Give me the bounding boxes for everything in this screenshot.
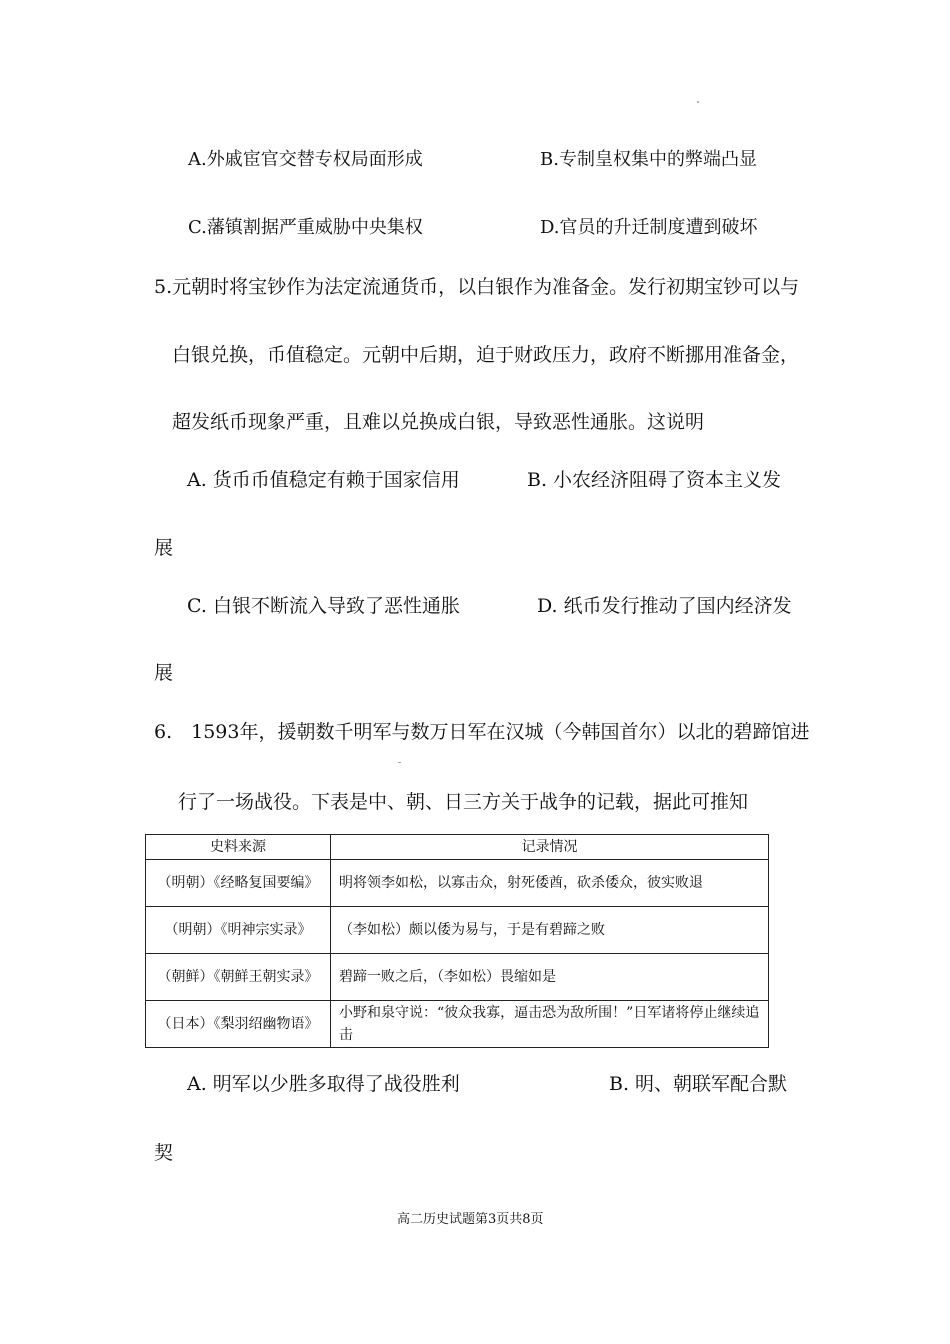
q4-option-d: D.官员的升迁制度遭到破坏 [540,217,758,238]
q5-option-c: C. 白银不断流入导致了恶性通胀 [187,595,460,617]
q5-stem-line1: 5.元朝时将宝钞作为法定流通货币，以白银作为准备金。发行初期宝钞可以与 [154,276,800,298]
sources-table [145,834,769,1048]
q6-option-b-wrap: 契 [154,1142,174,1164]
q4-option-c: C.藩镇割据严重威胁中央集权 [188,217,423,238]
q5-stem-line2: 白银兑换，币值稳定。元朝中后期，迫于财政压力，政府不断挪用准备金， [172,344,800,366]
q6-stem-line2: 行了一场战役。下表是中、朝、日三方关于战争的记载，据此可推知 [178,791,749,813]
table-row [146,860,769,907]
q5-option-b-wrap: 展 [154,537,174,559]
q5-stem-line3: 超发纸币现象严重，且难以兑换成白银，导致恶性通胀。这说明 [172,411,705,433]
table-cell-source: （朝鲜）《朝鲜王朝实录》 [146,954,331,1001]
table-cell-record: （李如松）颇以倭为易与，于是有碧蹄之败 [331,907,769,954]
q6-option-a: A. 明军以少胜多取得了战役胜利 [187,1073,460,1095]
scan-speck [398,762,401,763]
q5-option-d: D. 纸币发行推动了国内经济发 [537,595,792,617]
q4-option-b: B.专制皇权集中的弊端凸显 [540,149,757,170]
q6-stem-line1: 6. 1593年，援朝数千明军与数万日军在汉城（今韩国首尔）以北的碧蹄馆进 [154,721,810,743]
table-cell-source: （日本）《梨羽绍幽物语》 [146,1001,331,1048]
q5-option-d-wrap: 展 [154,662,174,684]
q5-option-b: B. 小农经济阻碍了资本主义发 [527,469,782,491]
table-cell-source: （明朝）《经略复国要编》 [146,860,331,907]
table-header-source: 史料来源 [146,835,331,860]
q5-option-a: A. 货币币值稳定有赖于国家信用 [187,469,460,491]
q6-option-b: B. 明、朝联军配合默 [609,1073,788,1095]
scan-speck [697,101,699,103]
table-header-record: 记录情况 [331,835,769,860]
table-cell-record: 小野和泉守说：“彼众我寡，逼击恐为敌所围！”日军诸将停止继续追击 [331,1001,769,1048]
table-row [146,1001,769,1048]
table-row [146,954,769,1001]
table-cell-source: （明朝）《明神宗实录》 [146,907,331,954]
page-footer: 高二历史试题第3页共8页 [397,1212,544,1227]
table-cell-record: 明将领李如松，以寡击众，射死倭酋，砍杀倭众，彼实败退 [331,860,769,907]
table-cell-record: 碧蹄一败之后，（李如松）畏缩如是 [331,954,769,1001]
table-row [146,907,769,954]
q4-option-a: A.外戚宦官交替专权局面形成 [188,149,423,170]
table-header-row [146,835,769,860]
